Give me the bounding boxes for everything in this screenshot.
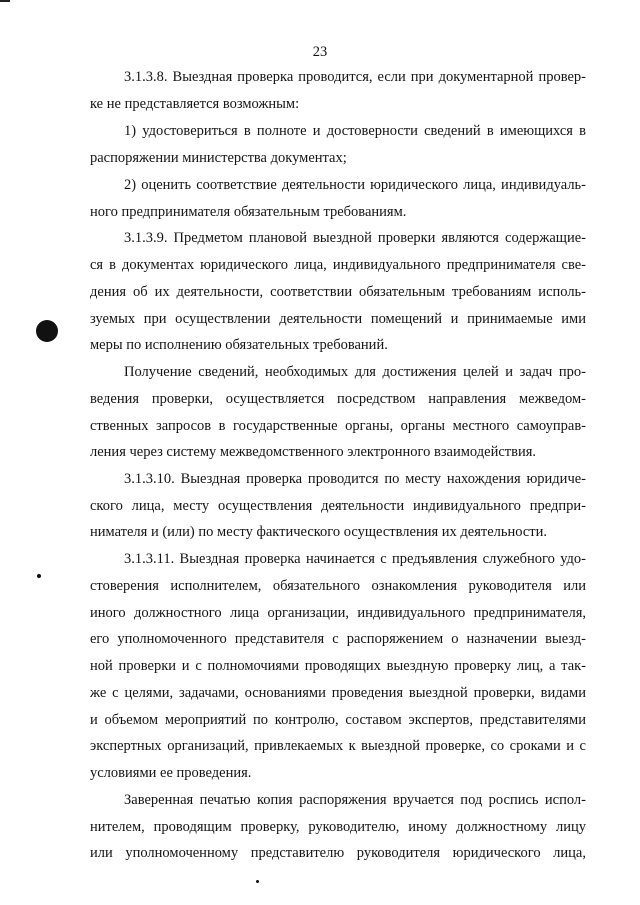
text-line: же с целями, задачами, основаниями проведения выездной проверки, видами: [90, 685, 586, 701]
text-line: нимателя и (или) по месту фактического осуществления их деятельности.: [90, 524, 548, 540]
text-line: Получение сведений, необходимых для достижения целей и задач про-: [124, 364, 586, 380]
text-line: экспертных организаций, привлекаемых к выездной проверке, со сроками и с: [90, 738, 586, 754]
text-line: условиями ее проведения.: [90, 765, 252, 781]
text-line: распоряжении министерства документах;: [90, 150, 347, 166]
text-line: ного предпринимателя обязательным требованиям.: [90, 204, 407, 220]
scan-speck: [256, 880, 259, 883]
text-line: ственных запросов в государственные органы, органы местного самоуправ-: [90, 418, 586, 434]
text-line: или уполномоченному представителю руководителя юридического лица,: [90, 845, 586, 861]
text-line: 3.1.3.10. Выездная проверка проводится по месту нахождения юридиче-: [124, 471, 586, 487]
text-line: 3.1.3.11. Выездная проверка начинается с предъявления служебного удо-: [124, 551, 586, 567]
page-number: 23: [312, 44, 328, 60]
text-line: 3.1.3.8. Выездная проверка проводится, если при документарной провер-: [124, 69, 586, 85]
scan-speck: [37, 574, 41, 578]
text-line: ся в документах юридического лица, индивидуального предпринимателя све-: [90, 257, 586, 273]
text-line: ского лица, месту осуществления деятельности индивидуального предпри-: [90, 498, 586, 514]
text-line: 1) удостовериться в полноте и достоверности сведений в имеющихся в: [124, 123, 586, 139]
text-line: меры по исполнению обязательных требований.: [90, 337, 388, 353]
text-line: 2) оценить соответствие деятельности юридического лица, индивидуаль-: [124, 177, 586, 193]
text-line: нителем, проводящим проверку, руководителю, иному должностному лицу: [90, 819, 586, 835]
text-line: ления через систему межведомственного электронного взаимодействия.: [90, 444, 537, 460]
text-line: стоверения исполнителем, обязательного ознакомления руководителя или: [90, 578, 586, 594]
punch-hole-mark: [36, 320, 58, 342]
text-line: 3.1.3.9. Предметом плановой выездной проверки являются содержащие-: [124, 230, 586, 246]
text-line: ной проверки и с полномочиями проводящих выездную проверку лиц, а так-: [90, 658, 586, 674]
text-line: его уполномоченного представителя с распоряжением о назначении выезд-: [90, 631, 586, 647]
text-line: зуемых при осуществлении деятельности помещений и принимаемые ими: [90, 311, 586, 327]
text-line: Заверенная печатью копия распоряжения вручается под роспись испол-: [124, 792, 586, 808]
text-line: ведения проверки, осуществляется посредством направления межведом-: [90, 391, 586, 407]
text-line: иного должностного лица организации, индивидуального предпринимателя,: [90, 605, 586, 621]
text-line: ке не представляется возможным:: [90, 96, 300, 112]
text-line: дения об их деятельности, соответствии обязательным требованиям исполь-: [90, 284, 586, 300]
scan-mark: [0, 0, 10, 8]
text-line: и объемом мероприятий по контролю, составом экспертов, представителями: [90, 712, 586, 728]
